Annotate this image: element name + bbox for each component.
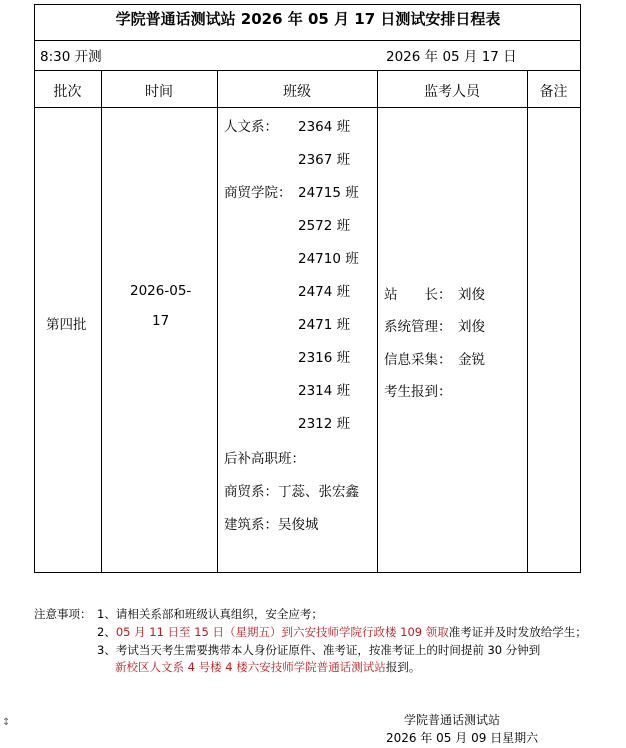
header-time: 时间: [145, 84, 173, 100]
class-item: 2316 班: [298, 350, 351, 366]
class-item: 2474 班: [298, 284, 351, 300]
note-1: 1、请相关系部和班级认真组织，安全应考；: [97, 607, 323, 621]
start-time: 8:30 开测: [40, 49, 102, 65]
class-item: 2364 班: [298, 119, 351, 135]
notes-label: 注意事项：: [34, 607, 92, 621]
class-dept: 人文系：: [224, 119, 278, 135]
col-rule-2: [217, 70, 218, 573]
class-item: 2314 班: [298, 383, 351, 399]
note-2-highlight: 05 月 11 日至 15 日（星期五）到六安技师学院行政楼 109 领取: [115, 625, 449, 639]
staff-name: 金锐: [458, 352, 485, 368]
class-item: 2312 班: [298, 416, 351, 432]
border-top: [34, 4, 581, 5]
header-remark: 备注: [539, 84, 568, 100]
class-item: 2572 班: [298, 218, 351, 234]
resize-handle-icon: ↕: [2, 717, 11, 728]
header-staff: 监考人员: [424, 84, 480, 100]
staff-name: 刘俊: [458, 319, 485, 335]
staff-role: 系统管理：: [384, 319, 452, 335]
note-2-text: 准考证并及时发放给学生；: [448, 625, 587, 639]
col-rule-4: [527, 70, 528, 573]
header-class: 班级: [283, 84, 311, 100]
extra-class-item: 商贸系：丁蕊、张宏鑫: [224, 484, 359, 500]
header-batch: 批次: [53, 84, 82, 100]
col-rule-3: [377, 70, 378, 573]
page-title: 学院普通话测试站 2026 年 05 月 17 日测试安排日程表: [115, 10, 501, 28]
border-right: [580, 4, 581, 573]
time-cell-line2: 17: [152, 313, 170, 329]
test-date: 2026 年 05 月 17 日: [386, 49, 517, 65]
note-2-number: 2、: [97, 625, 116, 639]
border-bottom: [34, 572, 581, 573]
rule-info: [34, 70, 581, 71]
staff-role: 信息采集：: [384, 352, 452, 368]
extra-class-item: 建筑系：吴俊城: [224, 517, 319, 533]
rule-header: [34, 107, 581, 108]
class-item: 2367 班: [298, 152, 351, 168]
batch-cell: 第四批: [46, 317, 87, 333]
time-cell-line1: 2026-05-: [130, 283, 192, 299]
note-3-text: 报到。: [385, 660, 421, 674]
staff-role: 站 长：: [384, 287, 452, 303]
note-2: [97, 624, 587, 640]
rule-title: [34, 40, 581, 41]
class-item: 24710 班: [298, 251, 359, 267]
col-rule-1: [101, 70, 102, 573]
footer-org: 学院普通话测试站: [404, 713, 501, 727]
note-3-line2: [115, 659, 420, 675]
footer-date: 2026 年 05 月 09 日星期六: [386, 731, 539, 745]
extra-class-heading: 后补高职班：: [224, 451, 305, 467]
staff-name: 刘俊: [458, 287, 485, 303]
class-item: 24715 班: [298, 185, 359, 201]
note-3-line1: 3、考试当天考生需要携带本人身份证原件、准考证，按准考证上的时间提前 30 分钟到: [97, 643, 541, 657]
note-3-highlight: 新校区人文系 4 号楼 4 楼六安技师学院普通话测试站: [115, 660, 386, 674]
class-item: 2471 班: [298, 317, 351, 333]
staff-role: 考生报到：: [384, 384, 452, 400]
class-dept: 商贸学院：: [224, 185, 292, 201]
